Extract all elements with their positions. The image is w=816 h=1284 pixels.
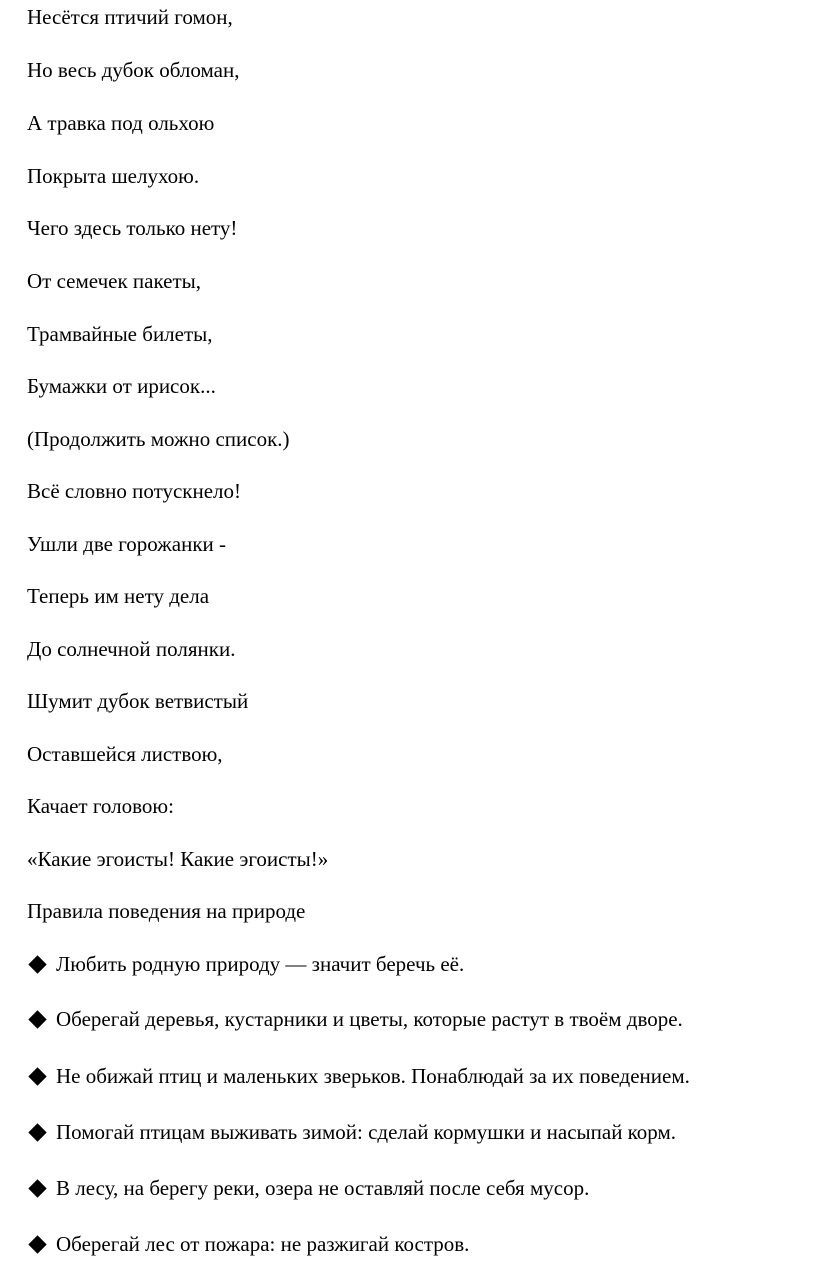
poem-line: Чего здесь только нету! bbox=[27, 216, 238, 240]
diamond-bullet-icon bbox=[28, 1235, 46, 1253]
poem-line: Но весь дубок обломан, bbox=[27, 58, 240, 82]
diamond-bullet-icon bbox=[28, 1010, 46, 1028]
rule-item bbox=[27, 1231, 469, 1257]
poem-line: До солнечной полянки. bbox=[27, 637, 236, 661]
poem-line: Всё словно потускнело! bbox=[27, 479, 242, 503]
rule-item bbox=[27, 1175, 589, 1201]
poem-line: Качает головою: bbox=[27, 794, 174, 818]
poem-line: Ушли две горожанки - bbox=[27, 532, 227, 556]
rule-text: Любить родную природу — значит беречь её. bbox=[56, 952, 465, 976]
rule-item bbox=[27, 1063, 690, 1089]
diamond-bullet-icon bbox=[28, 1067, 46, 1085]
diamond-bullet-icon bbox=[28, 1123, 46, 1141]
poem-line: Покрыта шелухою. bbox=[27, 164, 200, 188]
poem-line: Теперь им нету дела bbox=[27, 584, 210, 608]
poem-line: Бумажки от ирисок... bbox=[27, 374, 216, 398]
rule-item bbox=[27, 1006, 683, 1032]
poem-line: Несётся птичий гомон, bbox=[27, 5, 233, 29]
poem-line: (Продолжить можно список.) bbox=[27, 427, 290, 451]
poem-line: «Какие эгоисты! Какие эгоисты!» bbox=[27, 847, 329, 871]
rule-item bbox=[27, 1119, 676, 1145]
poem-line: А травка под ольхою bbox=[27, 111, 215, 135]
rules-heading: Правила поведения на природе bbox=[27, 899, 306, 923]
poem-line: Трамвайные билеты, bbox=[27, 322, 213, 346]
rule-text: Помогай птицам выживать зимой: сделай кормушки и насыпай корм. bbox=[56, 1120, 677, 1144]
poem-line: От семечек пакеты, bbox=[27, 269, 202, 293]
diamond-bullet-icon bbox=[28, 1179, 46, 1197]
rule-text: Не обижай птиц и маленьких зверьков. Понаблюдай за их поведением. bbox=[56, 1064, 690, 1088]
poem-line: Оставшейся листвою, bbox=[27, 742, 223, 766]
poem-line: Шумит дубок ветвистый bbox=[27, 689, 249, 713]
rule-text: Оберегай лес от пожара: не разжигай костров. bbox=[56, 1232, 470, 1256]
rule-text: В лесу, на берегу реки, озера не оставляй после себя мусор. bbox=[56, 1176, 590, 1200]
rule-item bbox=[27, 951, 464, 977]
diamond-bullet-icon bbox=[28, 955, 46, 973]
rule-text: Оберегай деревья, кустарники и цветы, которые растут в твоём дворе. bbox=[56, 1007, 683, 1031]
